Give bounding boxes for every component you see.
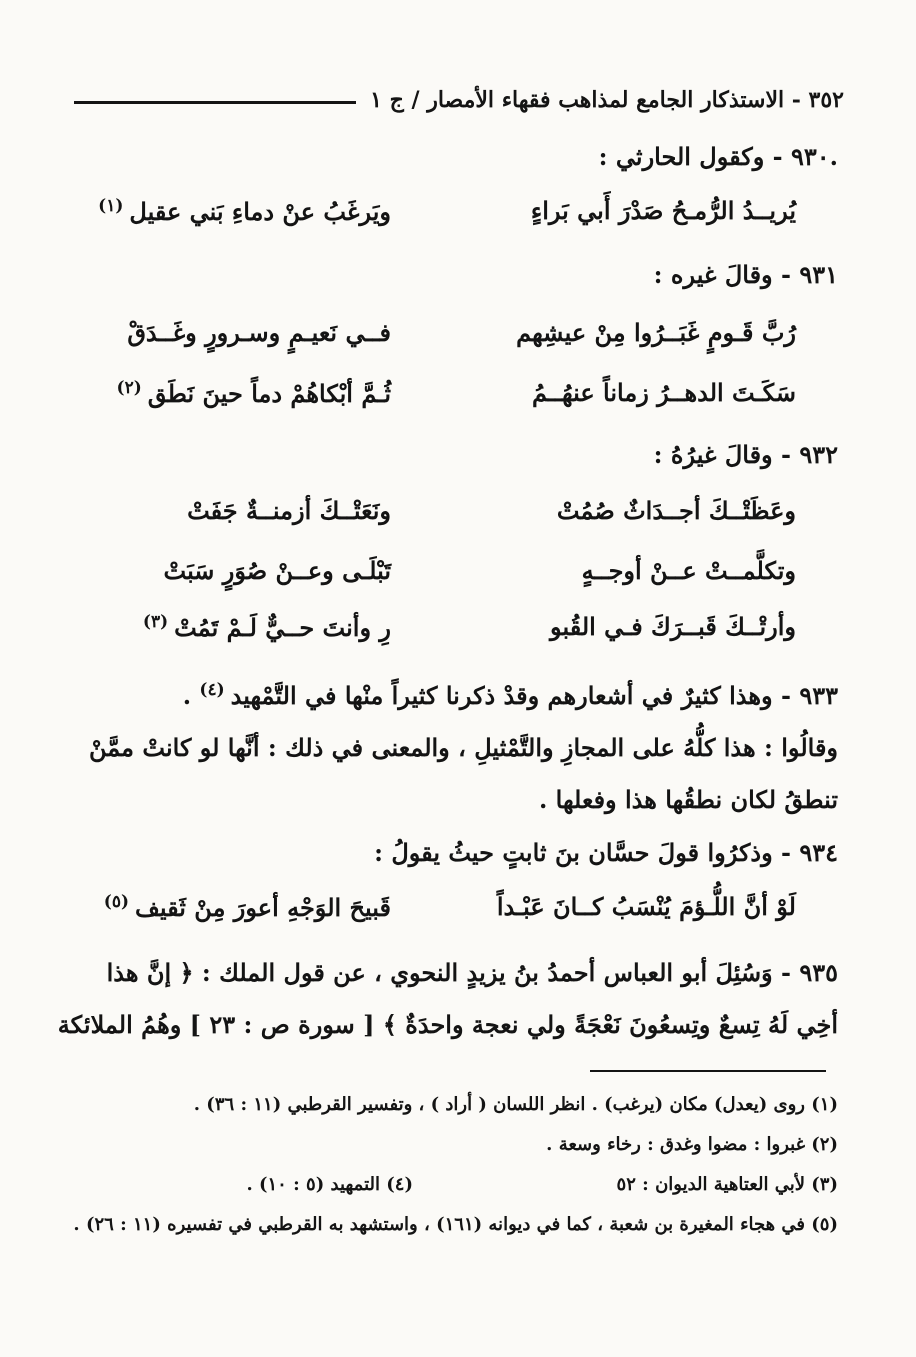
footnote-2: (٢) غبروا : مضوا وغدق : رخاء وسعة . (546, 1134, 838, 1155)
footnote-ref-1[interactable]: (١) (98, 196, 124, 216)
entry-934-heading: ٩٣٤ - وذكرُوا قولَ حسَّان بنَ ثابتٍ حيثُ يقولُ : (374, 838, 838, 867)
verse-932b-first-hemistich: وتكلَّمــتْ عــنْ أوجــهٍ (581, 556, 796, 585)
verse-931a-first-hemistich: رُبَّ قَـومٍ غَبَــرُوا مِنْ عيشِهم (516, 318, 796, 347)
verse-932b-second-hemistich: تَبْلَـى وعــنْ صُوَرٍ سَبَتْ (163, 556, 391, 585)
header-title: ٣٥٢ - الاستذكار الجامع لمذاهب فقهاء الأمصار / ج ١ (370, 87, 844, 113)
verse-932a-first-hemistich: وعَظَتْــكَ أجــدَاثٌ صُمُتْ (556, 496, 796, 525)
header-rule (74, 101, 356, 104)
verse-931b-first-hemistich: سَكَـتَ الدهــرُ زماناً عنهُــمُ (532, 378, 796, 407)
verse-934-second-hemistich: قَبيحَ الوَجْهِ أعورَ مِنْ ثَقيف$^{(٥)}$ (103, 892, 391, 922)
verse-932c-first-hemistich: وأرتْــكَ قَبــرَكَ فـي القُبو (550, 612, 796, 641)
footnote-row-3-4 (68, 1174, 838, 1195)
verse-931-a (86, 318, 796, 358)
entry-932-heading: ٩٣٢ - وقالَ غيرُهُ : (653, 440, 838, 469)
verse-930-first-hemistich: يُريــدُ الرُّمـحُ صَدْرَ أَبي بَراءٍ (530, 196, 796, 225)
verse-931b-second-hemistich: ثُـمَّ أبْكاهُمْ دماً حينَ نَطَق$^{(٢)}$ (116, 378, 391, 408)
verse-931-b (86, 378, 796, 418)
verse-934 (86, 892, 796, 932)
paragraph-935-line-2: أخِي لَهُ تِسعٌ وتِسعُونَ نَعْجَةً ولي نعجة واحدَةٌ ﴾ [ سورة ص : ٢٣ ] وهُمُ الملائكة (57, 1010, 838, 1039)
paragraph-933-line-3: تنطقُ لكان نطقُها هذا وفعلها . (538, 785, 838, 814)
verse-932a-second-hemistich: ونَعَتْــكَ أزمنــةٌ جَفَتْ (187, 496, 391, 525)
footnote-5: (٥) في هجاء المغيرة بن شعبة ، كما في ديوانه (١٦١) ، واستشهد به القرطبي في تفسيره (١١ : ٢٦) . (73, 1214, 838, 1235)
verse-932-c (86, 612, 796, 652)
footnote-1: (١) روى (يعدل) مكان (يرغب) . انظر اللسان ( أراد ) ، وتفسير القرطبي (١١ : ٣٦) . (193, 1094, 838, 1115)
paragraph-935-line-1: ٩٣٥ - وَسُئِلَ أبو العباس أحمدُ بنُ يزيدٍ النحوي ، عن قول الملك : ﴿ إنَّ هذا (106, 958, 838, 987)
footnote-separator (590, 1070, 826, 1072)
verse-934-first-hemistich: لَوْ أنَّ اللُّـؤمَ يُنْسَبُ كــانَ عَبْـداً (496, 892, 796, 921)
verse-932c-second-hemistich: رِ وأنتَ حــيٌّ لَـمْ تَمُتْ$^{(٣)}$ (142, 612, 391, 642)
footnote-ref-2[interactable]: (٢) (116, 378, 142, 398)
paragraph-933-line-2: وقالُوا : هذا كلُّهُ على المجازِ والتَّمْثيلِ ، والمعنى في ذلك : أنَّها لو كانتْ ممَّنْ (89, 733, 838, 762)
footnote-3: (٣) لأبي العتاهية الديوان : ٥٢ (616, 1174, 838, 1195)
footnote-ref-5[interactable]: (٥) (103, 892, 130, 912)
verse-932-b (86, 556, 796, 596)
entry-931-heading: ٩٣١ - وقالَ غيره : (653, 260, 838, 289)
verse-932-a (86, 496, 796, 536)
footnote-4: (٤) التمهيد (٥ : ١٠) . (246, 1174, 413, 1195)
verse-931a-second-hemistich: فــي نَعيـمٍ وسـرورٍ وغَــدَقْ (127, 318, 391, 347)
running-header (74, 84, 844, 116)
footnote-ref-4[interactable]: (٤) (199, 680, 225, 700)
verse-930 (86, 196, 796, 236)
footnote-ref-3[interactable]: (٣) (142, 612, 169, 632)
entry-930-heading: .٩٣٠ - وكقول الحارثي : (598, 142, 838, 171)
verse-930-second-hemistich: ويَرغَبُ عنْ دماءِ بَني عقيل$^{(١)}$ (98, 196, 391, 226)
paragraph-933-line-1: ٩٣٣ - وهذا كثيرٌ في أشعارهم وقدْ ذكرنا كثيراً منْها في التَّمْهيد$^{(٤)}$ . (182, 680, 838, 710)
